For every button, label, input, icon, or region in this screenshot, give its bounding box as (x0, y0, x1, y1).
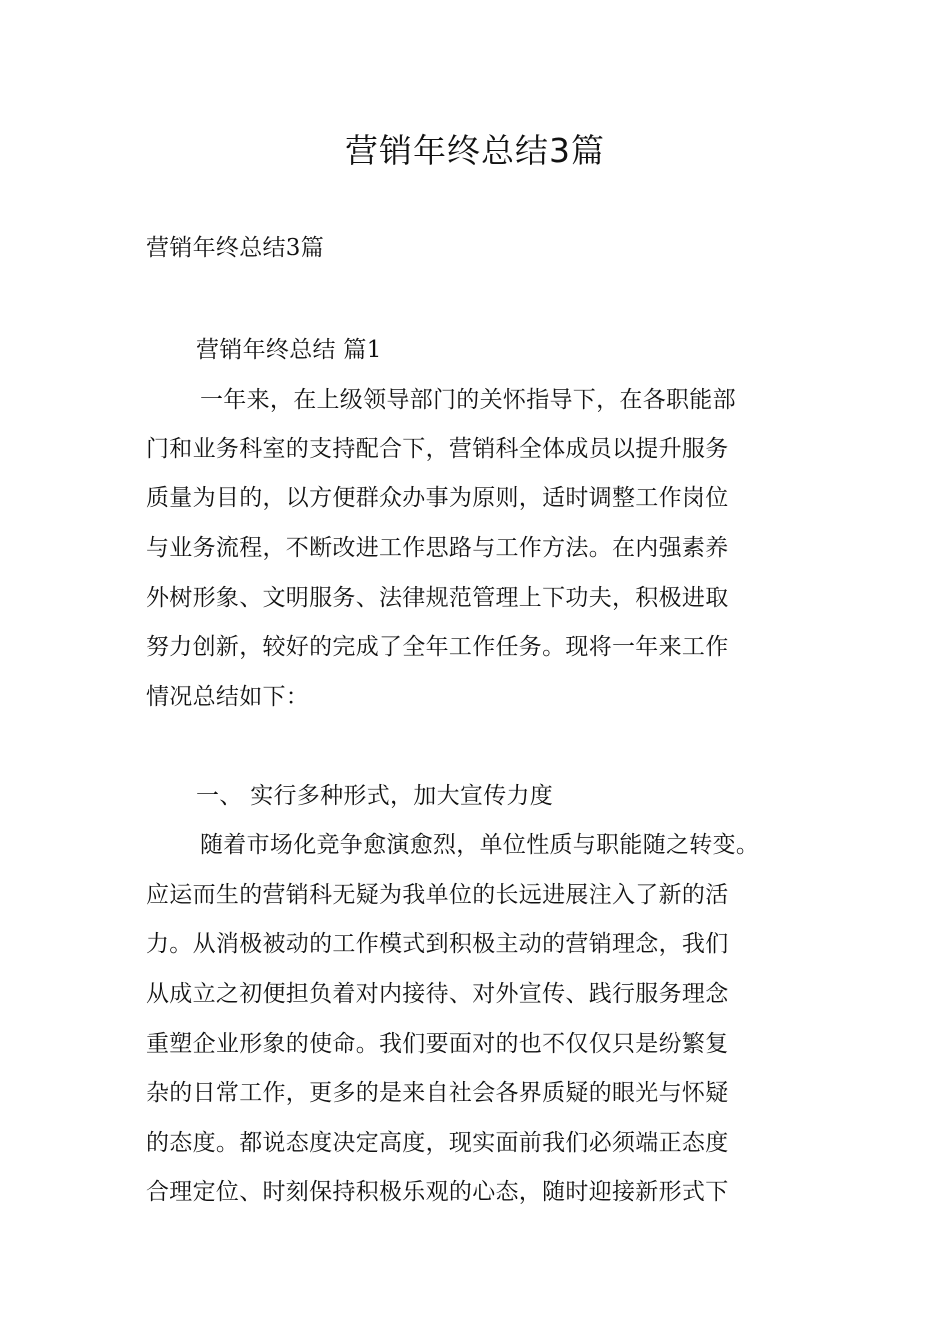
document-title: 营销年终总结3篇 (345, 131, 605, 170)
paragraph-line: 重塑企业形象的使命。我们要面对的也不仅仅只是纷繁复 (146, 1031, 729, 1057)
paragraph-line: 从成立之初便担负着对内接待、对外宣传、践行服务理念 (146, 981, 729, 1007)
paragraph-line: 杂的日常工作，更多的是来自社会各界质疑的眼光与怀疑 (146, 1080, 729, 1106)
paragraph-line: 与业务流程，不断改进工作思路与工作方法。在内强素养 (146, 535, 729, 561)
paragraph-line: 的态度。都说态度决定高度，现实面前我们必须端正态度 (146, 1130, 729, 1156)
paragraph-line: 情况总结如下： (146, 684, 310, 710)
paragraph-line: 合理定位、时刻保持积极乐观的心态，随时迎接新形式下 (146, 1179, 729, 1205)
paragraph-line: 随着市场化竞争愈演愈烈，单位性质与职能随之转变。 (200, 832, 760, 858)
paragraph-line: 外树形象、文明服务、法律规范管理上下功夫，积极进取 (146, 585, 729, 611)
paragraph-line: 努力创新，较好的完成了全年工作任务。现将一年来工作 (146, 634, 729, 660)
subsection-heading: 一、 实行多种形式，加大宣传力度 (196, 783, 554, 809)
document-subtitle: 营销年终总结3篇 (146, 235, 325, 261)
paragraph-line: 应运而生的营销科无疑为我单位的长远进展注入了新的活 (146, 882, 729, 908)
paragraph-line: 力。从消极被动的工作模式到积极主动的营销理念，我们 (146, 931, 729, 957)
paragraph-line: 质量为目的，以方便群众办事为原则，适时调整工作岗位 (146, 485, 729, 511)
paragraph-line: 一年来，在上级领导部门的关怀指导下，在各职能部 (200, 387, 736, 413)
section-heading: 营销年终总结 篇1 (196, 337, 382, 363)
paragraph-line: 门和业务科室的支持配合下，营销科全体成员以提升服务 (146, 436, 729, 462)
